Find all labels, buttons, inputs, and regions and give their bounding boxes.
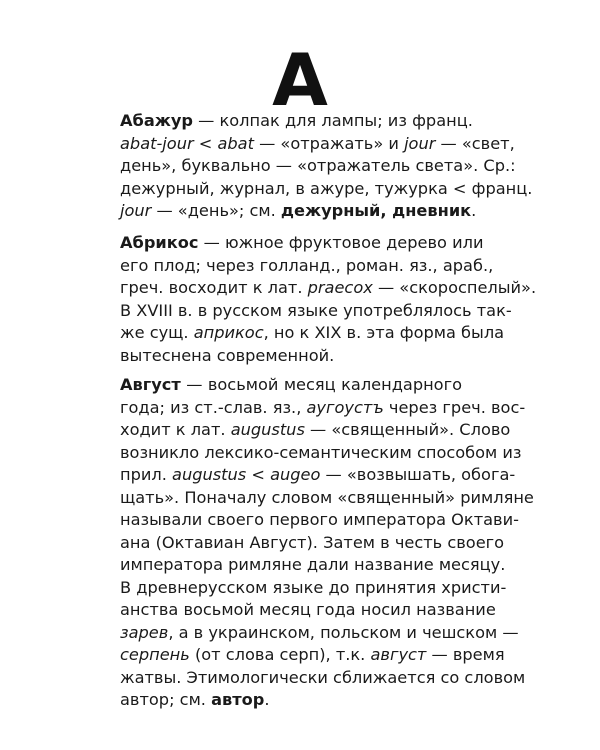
text-run: ана (Октавиан Август). Затем в честь своего bbox=[120, 532, 505, 552]
entry-line bbox=[120, 577, 507, 600]
text-run: года; из ст.-слав. яз., bbox=[120, 397, 307, 417]
entry-avgust bbox=[120, 374, 534, 712]
text-run: ходит к лат. bbox=[120, 420, 231, 439]
text-run: день», буквально — «отражатель света». Ср.: bbox=[120, 156, 516, 175]
text-run: В древнерусском языке до принятия христи- bbox=[120, 577, 507, 597]
italic-term: abat bbox=[217, 133, 254, 153]
text-run: анства восьмой месяц года носил название bbox=[120, 600, 496, 619]
text-run: прил. bbox=[120, 465, 173, 484]
entry-line bbox=[120, 689, 462, 712]
entry-line bbox=[120, 232, 484, 255]
text-run: вытеснена современной. bbox=[120, 345, 335, 365]
italic-term: praecox bbox=[307, 278, 373, 297]
text-run: императора римляне дали название месяцу. bbox=[120, 555, 506, 574]
entry-line bbox=[120, 464, 516, 487]
entry-abazhur bbox=[120, 110, 533, 223]
text-run: (от слова серп), т.к. bbox=[189, 645, 371, 664]
headword: Август bbox=[120, 375, 181, 394]
text-run: < bbox=[193, 133, 218, 153]
text-run: называли своего первого императора Октави- bbox=[120, 510, 519, 529]
text-run: жатвы. Этимологически сближается со словом bbox=[120, 667, 526, 687]
text-run: — «священный». Слово bbox=[304, 420, 511, 439]
text-run: — восьмой месяц календарного bbox=[180, 375, 462, 394]
entry-line bbox=[120, 200, 477, 223]
text-run: В XVIII в. в русском языке употреблялось так- bbox=[120, 300, 512, 320]
text-run: же сущ. bbox=[120, 323, 194, 342]
text-run: через греч. вос- bbox=[383, 397, 526, 417]
italic-term: априкос bbox=[193, 323, 264, 342]
entry-line bbox=[120, 322, 505, 345]
text-run: возникло лексико-семантическим способом из bbox=[120, 442, 522, 462]
entry-line bbox=[120, 487, 534, 510]
entry-line bbox=[120, 374, 462, 397]
entry-line bbox=[120, 644, 505, 667]
entry-line bbox=[120, 509, 519, 532]
entry-line bbox=[120, 419, 511, 442]
entry-line bbox=[120, 667, 526, 690]
entry-line bbox=[120, 155, 516, 178]
text-run: . bbox=[471, 201, 477, 220]
italic-term: зарев bbox=[120, 622, 169, 642]
entry-line bbox=[120, 110, 473, 133]
entry-line bbox=[120, 532, 505, 555]
entry-line bbox=[120, 554, 506, 577]
headword: Абажур bbox=[120, 111, 194, 130]
entry-line bbox=[120, 178, 533, 201]
text-run: дежурный, журнал, в ажуре, тужурка < франц. bbox=[120, 178, 533, 198]
italic-term: серпень bbox=[120, 645, 190, 664]
cross-reference: дежурный, дневник bbox=[280, 201, 472, 220]
text-run: — южное фруктовое дерево или bbox=[198, 233, 484, 252]
text-run: — «скороспелый». bbox=[372, 278, 537, 297]
text-run: — «день»; см. bbox=[151, 201, 281, 220]
italic-term: augustus bbox=[230, 420, 305, 439]
section-letter: А bbox=[272, 38, 328, 122]
italic-term: abat-jour bbox=[120, 133, 194, 153]
text-run: — время bbox=[426, 645, 505, 664]
entry-line bbox=[120, 133, 515, 156]
text-run: < bbox=[246, 465, 271, 484]
entry-line bbox=[120, 300, 512, 323]
text-run: автор; см. bbox=[120, 690, 212, 709]
entry-line bbox=[120, 397, 526, 420]
entry-line bbox=[120, 622, 519, 645]
entry-abrikos bbox=[120, 232, 537, 367]
italic-term: аугоустъ bbox=[306, 397, 384, 417]
text-run: . bbox=[264, 690, 270, 709]
entry-line bbox=[120, 345, 462, 368]
italic-term: augustus bbox=[172, 465, 247, 484]
text-run: его плод; через голланд., роман. яз., араб., bbox=[120, 255, 494, 275]
text-run: — «свет, bbox=[435, 133, 515, 153]
headword: Абрикос bbox=[120, 233, 199, 252]
text-run: , но к XIX в. эта форма была bbox=[263, 323, 505, 342]
text-run: греч. восходит к лат. bbox=[120, 278, 308, 297]
text-run: щать». Поначалу словом «священный» римляне bbox=[120, 487, 534, 507]
entry-line bbox=[120, 277, 537, 300]
entry-line bbox=[120, 599, 496, 622]
italic-term: jour bbox=[404, 133, 436, 153]
text-run: — «возвышать, обога- bbox=[320, 465, 516, 484]
entry-line bbox=[120, 255, 494, 278]
italic-term: август bbox=[370, 645, 427, 664]
cross-reference: автор bbox=[211, 690, 265, 709]
italic-term: jour bbox=[120, 201, 152, 220]
text-run: — колпак для лампы; из франц. bbox=[193, 111, 473, 130]
entry-line bbox=[120, 442, 522, 465]
text-run: , а в украинском, польском и чешском — bbox=[168, 622, 519, 642]
italic-term: augeo bbox=[270, 465, 321, 484]
text-run: — «отражать» и bbox=[253, 133, 405, 153]
